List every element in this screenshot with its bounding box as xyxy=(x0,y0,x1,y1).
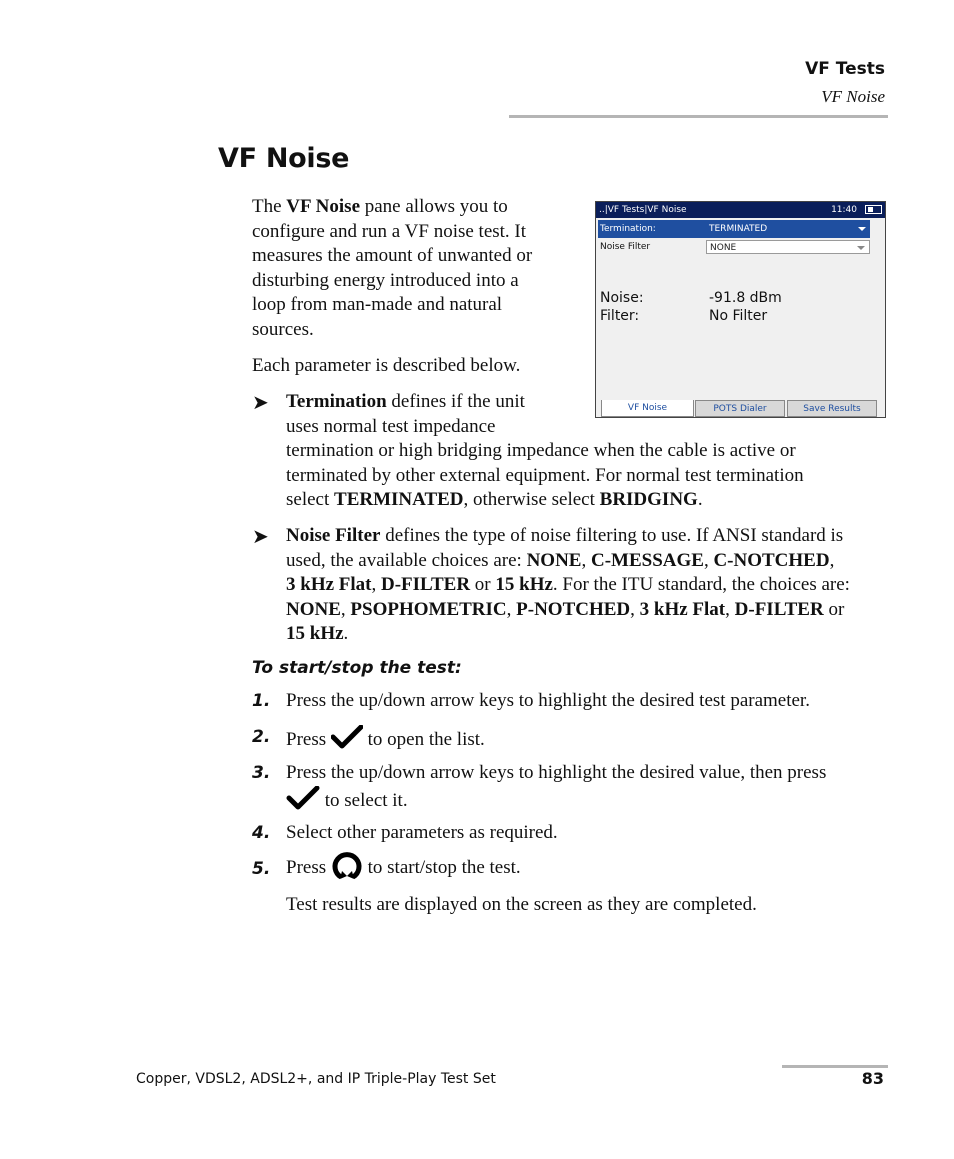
device-breadcrumb: ..|VF Tests|VF Noise xyxy=(599,205,687,215)
page-number: 83 xyxy=(861,1069,884,1088)
step-text: Press the up/down arrow keys to highlight the desired value, then press to select it. xyxy=(286,761,896,817)
device-tab-bar xyxy=(596,400,885,418)
checkmark-icon xyxy=(286,786,320,818)
tab-vf-noise[interactable]: VF Noise xyxy=(601,400,694,417)
noise-filter-select[interactable]: NONE xyxy=(706,240,870,254)
filter-result-value: No Filter xyxy=(709,308,768,324)
footer-rule xyxy=(782,1065,888,1068)
running-header-section: VF Noise xyxy=(821,87,885,106)
tab-save-results[interactable]: Save Results xyxy=(787,400,877,417)
filter-result-label: Filter: xyxy=(600,308,640,324)
intro-paragraph: The VF Noise pane allows you to configure and run a VF noise test. It measures the amount of unwanted or disturbing energy introduced into a loop from man-made and natural sources. xyxy=(252,196,533,340)
bullet-arrow-icon: ➤ xyxy=(252,392,269,414)
dropdown-arrow-icon xyxy=(858,227,866,231)
step-number: 1. xyxy=(252,691,271,711)
device-title-bar xyxy=(596,202,885,218)
tab-pots-dialer[interactable]: POTS Dialer xyxy=(695,400,785,417)
step-number: 3. xyxy=(252,763,271,783)
noise-result-label: Noise: xyxy=(600,290,644,306)
step-text: Press to start/stop the test. xyxy=(286,849,521,889)
header-rule xyxy=(509,115,888,118)
checkmark-icon xyxy=(331,725,363,757)
termination-label: Termination: xyxy=(600,224,656,234)
step-text: Press to open the list. xyxy=(286,725,485,757)
dropdown-arrow-icon xyxy=(857,246,865,250)
step-number: 4. xyxy=(252,823,271,843)
step-number: 2. xyxy=(252,727,271,747)
noise-filter-label: Noise Filter xyxy=(600,242,651,252)
device-screenshot xyxy=(595,201,886,418)
bullet-arrow-icon: ➤ xyxy=(252,526,269,548)
result-note: Test results are displayed on the screen as they are completed. xyxy=(286,894,757,915)
each-parameter-text: Each parameter is described below. xyxy=(252,355,521,376)
termination-description: Termination defines if the unit uses normal test impedance termination or high bridging impedance when the cable is active or terminated by other external equipment. For normal test termination select TERMINATED, otherwise select BRIDGING. xyxy=(286,391,804,510)
footer-product-name: Copper, VDSL2, ADSL2+, and IP Triple-Play Test Set xyxy=(136,1071,496,1087)
device-clock: 11:40 xyxy=(831,205,857,215)
termination-select[interactable]: TERMINATED xyxy=(706,222,870,236)
running-header-chapter: VF Tests xyxy=(805,59,885,79)
step-number: 5. xyxy=(252,859,271,879)
battery-icon xyxy=(865,205,882,214)
procedure-heading: To start/stop the test: xyxy=(252,658,462,678)
noise-result-value: -91.8 dBm xyxy=(709,290,782,306)
step-text: Press the up/down arrow keys to highlight the desired test parameter. xyxy=(286,690,810,711)
noise-filter-description: Noise Filter defines the type of noise filtering to use. If ANSI standard is used, the available choices are: NONE, C-MESSAGE, C-NOTCHED, 3 kHz Flat, D-FILTER or 15 kHz. For the ITU standard, the choices are: NONE, PSOPHOMETRIC, P-NOTCHED, 3 kHz Flat, D-FILTER or 15 kHz. xyxy=(286,525,850,644)
start-stop-icon xyxy=(331,849,363,889)
step-text: Select other parameters as required. xyxy=(286,822,558,843)
page-title: VF Noise xyxy=(218,143,350,174)
